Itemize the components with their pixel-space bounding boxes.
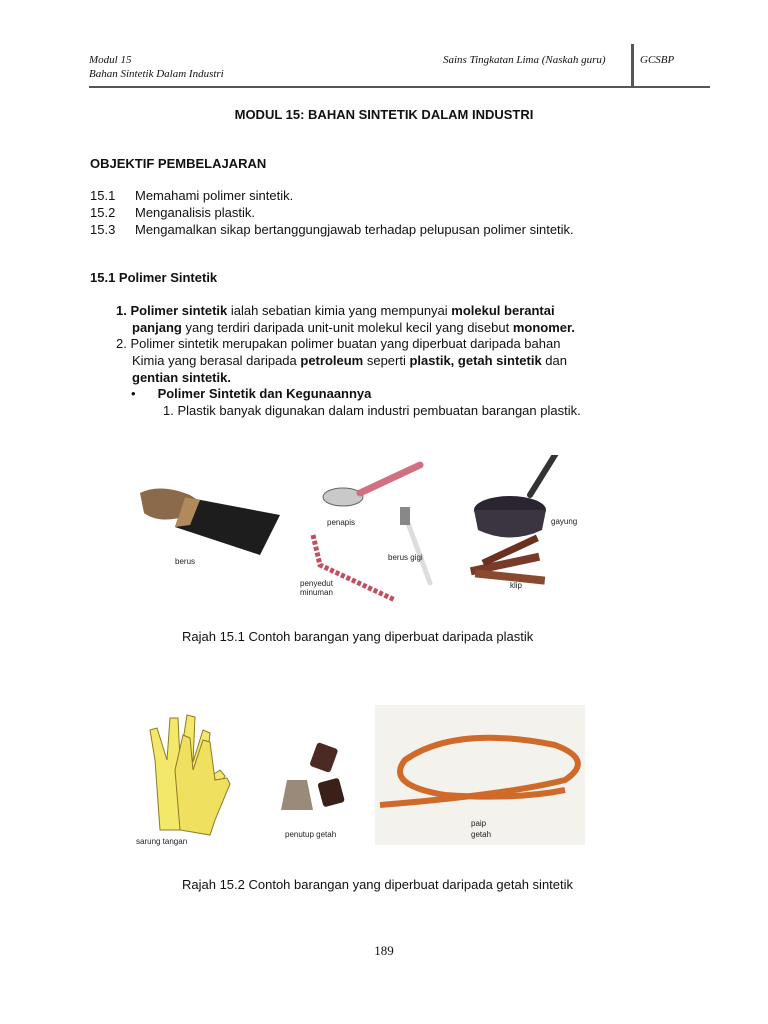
- label-getah: getah: [471, 830, 492, 839]
- dipper-image: [474, 455, 558, 538]
- label-sarung-tangan: sarung tangan: [136, 837, 188, 846]
- brush-image: [140, 488, 280, 555]
- bullet-item: • Polimer Sintetik dan Kegunaannya: [131, 386, 372, 401]
- header-book: Sains Tingkatan Lima (Naskah guru): [443, 54, 606, 66]
- section-heading: 15.1 Polimer Sintetik: [90, 270, 218, 285]
- objective-item: 15.3 Mengamalkan sikap bertanggungjawab terhadap pelupusan polimer sintetik.: [90, 222, 574, 237]
- objective-item: 15.2 Menganalisis plastik.: [90, 205, 255, 220]
- label-penyedut: penyedut: [300, 579, 333, 588]
- header-subtitle: Bahan Sintetik Dalam Industri: [89, 68, 224, 80]
- bullet-icon: •: [131, 386, 136, 401]
- glove-image: [150, 715, 230, 835]
- objectives-heading: OBJEKTIF PEMBELAJARAN: [90, 156, 267, 171]
- label-minuman: minuman: [300, 588, 333, 597]
- label-gayung: gayung: [551, 517, 578, 526]
- paragraph-2: 2. Polimer sintetik merupakan polimer buatan yang diperbuat daripada bahan Kimia yang berasal daripada petroleum seperti plastik, getah sintetik dan gentian sintetik.: [116, 336, 567, 385]
- objective-item: 15.1 Memahami polimer sintetik.: [90, 188, 294, 203]
- label-klip: klip: [510, 581, 523, 590]
- page-title: MODUL 15: BAHAN SINTETIK DALAM INDUSTRI: [234, 107, 534, 122]
- toothbrush-image: [400, 507, 430, 583]
- stoppers-image: [281, 742, 345, 810]
- header-rule: [89, 86, 710, 88]
- label-penapis: penapis: [327, 518, 356, 527]
- paragraph-1: 1. Polimer sintetik ialah sebatian kimia yang mempunyai molekul berantai panjang yang terdiri daripada unit-unit molekul kecil yang disebut monomer.: [116, 303, 575, 335]
- objectives-list: [90, 187, 730, 238]
- figure2-caption: Rajah 15.2 Contoh barangan yang diperbuat daripada getah sintetik: [182, 877, 574, 892]
- label-berus-gigi: berus gigi: [388, 553, 423, 562]
- label-penutup-getah: penutup getah: [285, 830, 337, 839]
- figure-rubber-items: [125, 700, 590, 860]
- header-module: Modul 15: [89, 54, 132, 66]
- header-code: GCSBP: [640, 54, 675, 66]
- page-number: 189: [374, 943, 394, 958]
- label-paip: paip: [471, 819, 487, 828]
- header-divider: [631, 44, 634, 86]
- figure-plastic-items: [130, 455, 600, 615]
- sub-item-1: 1. Plastik banyak digunakan dalam industri pembuatan barangan plastik.: [163, 403, 581, 418]
- figure1-caption: Rajah 15.1 Contoh barangan yang diperbuat daripada plastik: [182, 629, 534, 644]
- label-berus: berus: [175, 557, 196, 566]
- strainer-image: [323, 465, 420, 506]
- clips-image: [470, 535, 545, 585]
